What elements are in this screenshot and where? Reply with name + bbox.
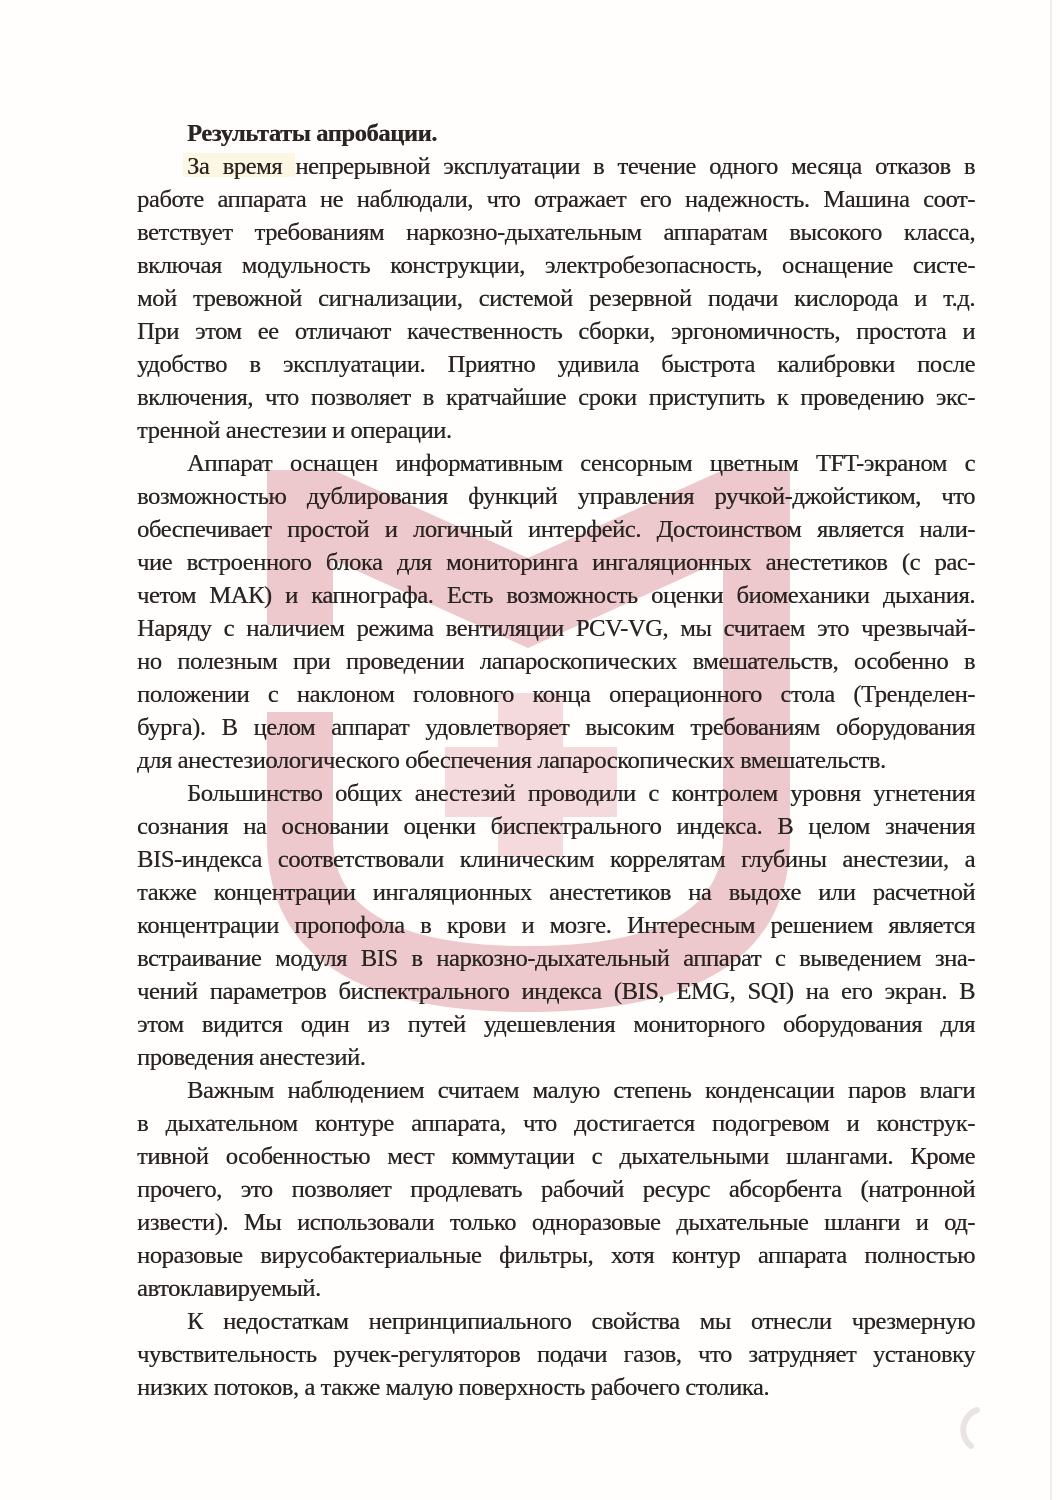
text-line: При этом ее отличают качественность сборки, эргономичность, простота и [137, 318, 975, 345]
document-text-block [137, 117, 975, 1404]
text-line: бурга). В целом аппарат удовлетворяет высоким требованиям оборудования [137, 714, 975, 741]
text-line: удобство в эксплуатации. Приятно удивила быстрота калибровки после [137, 351, 975, 378]
text-line: автоклавируемый. [137, 1275, 321, 1302]
text-line: тренной анестезии и операции. [137, 417, 452, 444]
text-line: К недостаткам непринципиального свойства мы отнесли чрезмерную [187, 1308, 975, 1335]
text-line: BIS-индекса соответствовали клиническим коррелятам глубины анестезии, а [137, 846, 975, 873]
text-line: Аппарат оснащен информативным сенсорным цветным TFT-экраном с [187, 450, 975, 477]
text-line: проведения анестезий. [137, 1044, 366, 1071]
text-line: тивной особенностью мест коммутации с дыхательными шлангами. Кроме [137, 1143, 975, 1170]
text-line: чие встроенного блока для мониторинга ингаляционных анестетиков (с рас- [137, 549, 975, 576]
text-line: в дыхательном контуре аппарата, что достигается подогревом и конструк- [137, 1110, 975, 1137]
text-line: мой тревожной сигнализации, системой резервной подачи кислорода и т.д. [137, 285, 975, 312]
text-line: для анестезиологического обеспечения лапароскопических вмешательств. [137, 747, 886, 774]
text-line: низких потоков, а также малую поверхность рабочего столика. [137, 1374, 770, 1401]
text-line: За время непрерывной эксплуатации в течение одного месяца отказов в [187, 153, 975, 180]
text-line: прочего, это позволяет продлевать рабочий ресурс абсорбента (натронной [137, 1176, 975, 1203]
text-line: встраивание модуля BIS в наркозно-дыхательный аппарат с выведением зна- [137, 945, 975, 972]
section-heading: Результаты апробации. [187, 120, 437, 147]
faint-stamp-arc-icon [963, 1410, 977, 1446]
text-line: Важным наблюдением считаем малую степень конденсации паров влаги [187, 1077, 975, 1104]
text-line: Наряду с наличием режима вентиляции PCV-VG, мы считаем это чрезвычай- [137, 615, 975, 642]
text-line: четом МАК) и капнографа. Есть возможность оценки биомеханики дыхания. [137, 582, 975, 609]
text-line: работе аппарата не наблюдали, что отражает его надежность. Машина соот- [137, 186, 975, 213]
text-line: чувствительность ручек-регуляторов подачи газов, что затрудняет установку [137, 1341, 975, 1368]
text-line: обеспечивает простой и логичный интерфейс. Достоинством является нали- [137, 516, 975, 543]
text-line: но полезным при проведении лапароскопических вмешательств, особенно в [137, 648, 975, 675]
text-line: норазовые вирусобактериальные фильтры, хотя контур аппарата полностью [137, 1242, 975, 1269]
text-line: положении с наклоном головного конца операционного стола (Тренделен- [137, 681, 975, 708]
text-line: ветствует требованиям наркозно-дыхательным аппаратам высокого класса, [137, 219, 975, 246]
text-line: этом видится один из путей удешевления мониторного оборудования для [137, 1011, 975, 1038]
scan-edge-line [1050, 0, 1052, 1500]
text-line: включения, что позволяет в кратчайшие сроки приступить к проведению экс- [137, 384, 975, 411]
text-line: извести). Мы использовали только одноразовые дыхательные шланги и од- [137, 1209, 975, 1236]
text-line: возможностью дублирования функций управления ручкой-джойстиком, что [137, 483, 975, 510]
text-line: концентрации пропофола в крови и мозге. Интересным решением является [137, 912, 975, 939]
text-line: Большинство общих анестезий проводили с контролем уровня угнетения [187, 780, 975, 807]
text-line: включая модульность конструкции, электробезопасность, оснащение систе- [137, 252, 975, 279]
text-line: сознания на основании оценки биспектрального индекса. В целом значения [137, 813, 975, 840]
text-line: чений параметров биспектрального индекса (BIS, EMG, SQI) на его экран. В [137, 978, 975, 1005]
text-line: также концентрации ингаляционных анестетиков на выдохе или расчетной [137, 879, 975, 906]
